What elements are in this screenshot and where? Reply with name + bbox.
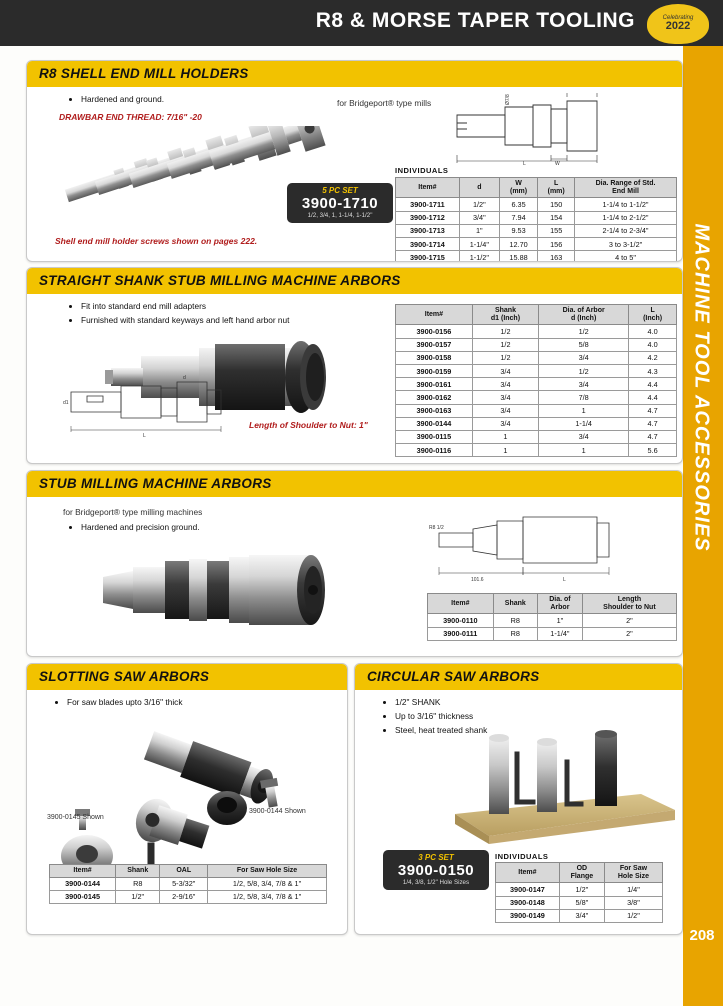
cell-l: 4.0 [629,325,677,338]
col-range: Dia. Range of Std. End Mill [575,178,677,198]
set-sizes: 1/2, 3/4, 1, 1-1/4, 1-1/2" [307,212,373,219]
table-header-row [396,305,677,325]
cell-shank: 3/4 [472,378,538,391]
cell-l: 5.6 [629,444,677,457]
table-shell-end-mill [395,177,677,262]
cell-item: 3900-0162 [396,391,473,404]
col-hole: For Saw Hole Size [208,865,327,878]
cell-item: 3900-0163 [396,404,473,417]
table-straight-shank [395,304,677,457]
cell-oal: 5-3/32" [160,877,208,890]
feature-list [69,521,341,535]
table-row [396,417,677,430]
col-l: L (Inch) [629,305,677,325]
cell-arbor: 1/2 [539,364,629,377]
table-row [396,251,677,262]
table-header-row [396,178,677,198]
cell-arbor: 1/2 [539,325,629,338]
cell-arbor: 3/4 [539,351,629,364]
section-title: SLOTTING SAW ARBORS [39,669,210,684]
cell-item: 3900-0149 [496,909,560,922]
list-item: • Up to 3/16" thickness [395,710,525,723]
table-row [428,627,677,640]
cell-arbor: 1-1/4" [537,627,582,640]
individuals-label-circular: INDIVIDUALS [495,852,549,861]
anniversary-badge [647,4,709,44]
cell-arbor: 3/4 [539,430,629,443]
col-item: Item# [396,305,473,325]
col-item: Item# [50,865,116,878]
slotting-saw-photo [39,706,339,881]
cell-d: 1" [459,224,499,237]
svg-text:L: L [563,577,566,583]
set-label: 5 PC SET [322,186,358,195]
table-row [496,883,663,896]
table-body [428,614,677,640]
table-body [50,877,327,903]
cell-range: 1-1/4 to 1-1/2" [575,198,677,211]
col-oal: OAL [160,865,208,878]
cell-l: 4.4 [629,391,677,404]
table-row [396,237,677,250]
col-shank: Shank d1 (Inch) [472,305,538,325]
caption-3900-0144: 3900-0144 Shown [249,808,306,815]
cell-range: 4 to 5" [575,251,677,262]
cell-item: 3900-0147 [496,883,560,896]
svg-text:L: L [523,161,526,165]
table-row [396,364,677,377]
cell-d: 1-1/2" [459,251,499,262]
page-title: R8 & MORSE TAPER TOOLING [315,9,635,32]
col-shank: Shank [493,594,537,614]
badge-year-label: 2022 [665,20,691,33]
shell-end-mill-linedrawing [447,93,647,165]
cell-item: 3900-0145 [50,890,116,903]
col-item: Item# [428,594,494,614]
cell-item: 3900-0159 [396,364,473,377]
cell-d: 1/2" [459,198,499,211]
table-row [396,430,677,443]
cell-shank: 1/2 [472,351,538,364]
cell-range: 1-1/4 to 2-1/2" [575,211,677,224]
table-row [50,877,327,890]
cell-l: 156 [538,237,575,250]
list-item: • For saw blades upto 3/16" thick [67,696,187,709]
cell-shank: 1/2" [116,890,160,903]
cell-shank: 3/4 [472,404,538,417]
col-shoulder: Length Shoulder to Nut [582,594,676,614]
stub-milling-photo [97,543,387,643]
svg-text:L: L [143,433,146,438]
cell-shank: 1 [472,444,538,457]
cell-hole: 1/2, 5/8, 3/4, 7/8 & 1" [208,877,327,890]
cell-shank: 1/2 [472,325,538,338]
cell-w: 7.94 [499,211,537,224]
table-body [496,883,663,923]
cell-item: 3900-0158 [396,351,473,364]
cell-arbor: 1 [539,404,629,417]
cell-item: 3900-0110 [428,614,494,627]
bridgeport-caption-text: for Bridgeport® type mills [337,98,432,108]
cell-hole: 1/2, 5/8, 3/4, 7/8 & 1" [208,890,327,903]
table-body [396,325,677,457]
shoulder-nut-note: Length of Shoulder to Nut: 1" [249,420,368,430]
cell-hole: 3/8" [604,896,662,909]
table-row [496,896,663,909]
svg-text:Ø7/8: Ø7/8 [505,94,511,105]
cell-l: 163 [538,251,575,262]
cell-item: 3900-1714 [396,237,460,250]
table-row [396,378,677,391]
set-badge-shell [287,183,393,223]
section-straight-shank-stub [26,267,683,464]
cell-l: 4.4 [629,378,677,391]
section-title: CIRCULAR SAW ARBORS [367,669,540,684]
cell-shank: R8 [493,614,537,627]
cell-item: 3900-0144 [396,417,473,430]
cell-arbor: 3/4 [539,378,629,391]
col-d: d [459,178,499,198]
cell-arbor: 7/8 [539,391,629,404]
table-row [428,614,677,627]
col-arbor-dia: Dia. of Arbor d (Inch) [539,305,629,325]
cell-shank: 1 [472,430,538,443]
cell-l: 4.7 [629,404,677,417]
cell-hole: 1/4" [604,883,662,896]
cell-l: 4.2 [629,351,677,364]
cell-shank: R8 [116,877,160,890]
table-row [396,404,677,417]
list-item: • Fit into standard end mill adapters [81,300,371,313]
cell-od: 3/4" [559,909,604,922]
rail-label: MACHINE TOOL ACCESSORIES [690,223,713,552]
feature-list [69,93,311,107]
cell-arbor: 1" [537,614,582,627]
cell-w: 6.35 [499,198,537,211]
cell-hole: 1/2" [604,909,662,922]
list-item: • Hardened and ground. [81,93,311,106]
table-row [396,224,677,237]
caption-3900-0145: 3900-0145 Shown [47,814,104,821]
cell-shank: 1/2 [472,338,538,351]
cell-w: 15.88 [499,251,537,262]
set-part-number: 3900-1710 [301,195,379,212]
cell-w: 12.70 [499,237,537,250]
col-w: W (mm) [499,178,537,198]
cell-shoulder: 2" [582,614,676,627]
cell-l: 150 [538,198,575,211]
cell-item: 3900-0157 [396,338,473,351]
svg-text:101.6: 101.6 [471,577,484,583]
list-item: • Hardened and precision ground. [81,521,341,534]
page-header [0,0,723,46]
straight-shank-linedrawing [57,368,277,438]
table-row [496,909,663,922]
cell-shank: 3/4 [472,391,538,404]
cell-arbor: 5/8 [539,338,629,351]
cell-l: 4.7 [629,417,677,430]
svg-text:d1: d1 [63,400,69,406]
cell-shank: R8 [493,627,537,640]
list-item: • Furnished with standard keyways and left hand arbor nut [81,314,371,327]
cell-item: 3900-0116 [396,444,473,457]
table-slotting-saw [49,864,327,904]
badge-top-label: Celebrating [662,15,694,22]
cell-item: 3900-0148 [496,896,560,909]
table-row [396,351,677,364]
cell-item: 3900-0111 [428,627,494,640]
section-stub-milling [26,470,683,657]
cell-l: 4.7 [629,430,677,443]
col-hole: For Saw Hole Size [604,863,662,883]
table-row [396,338,677,351]
set-label: 3 PC SET [418,853,454,862]
table-header-row [428,594,677,614]
bridgeport-caption-text: for Bridgeport® type milling machines [63,507,203,517]
cell-l: 4.0 [629,338,677,351]
col-od-flange: OD Flange [559,863,604,883]
table-row [396,391,677,404]
table-row [50,890,327,903]
cell-l: 4.3 [629,364,677,377]
table-row [396,325,677,338]
cell-w: 9.53 [499,224,537,237]
section-shell-end-mill [26,60,683,262]
cell-item: 3900-0115 [396,430,473,443]
list-item: • 1/2" SHANK [395,696,525,709]
cell-shoulder: 2" [582,627,676,640]
cell-od: 1/2" [559,883,604,896]
set-badge-circular [383,850,489,890]
screws-footnote: Shell end mill holder screws shown on pages 222. [55,236,258,246]
cell-range: 2-1/4 to 2-3/4" [575,224,677,237]
cell-d: 1-1/4" [459,237,499,250]
page-number: 208 [689,927,715,944]
section-title: R8 SHELL END MILL HOLDERS [39,66,249,81]
col-arbor-dia: Dia. of Arbor [537,594,582,614]
table-circular-saw [495,862,663,923]
cell-item: 3900-1711 [396,198,460,211]
individuals-label-shell: INDIVIDUALS [395,166,449,175]
table-row [396,198,677,211]
list-item: • Steel, heat treated shank [395,724,525,737]
table-row [396,444,677,457]
svg-text:d: d [183,375,186,381]
section-title: STUB MILLING MACHINE ARBORS [39,476,272,491]
cell-item: 3900-1712 [396,211,460,224]
cell-item: 3900-1715 [396,251,460,262]
col-shank: Shank [116,865,160,878]
table-row [396,211,677,224]
cell-item: 3900-0144 [50,877,116,890]
section-slotting-saw [26,663,348,935]
cell-arbor: 1-1/4 [539,417,629,430]
cell-item: 3900-1713 [396,224,460,237]
bridgeport-caption [337,98,431,108]
cell-item: 3900-0161 [396,378,473,391]
col-l: L (mm) [538,178,575,198]
svg-text:R8 1/2: R8 1/2 [429,525,444,531]
col-item: Item# [396,178,460,198]
cell-l: 154 [538,211,575,224]
circular-saw-photo [445,702,683,852]
set-sizes: 1/4, 3/8, 1/2" Hole Sizes [402,879,470,886]
cell-shank: 3/4 [472,417,538,430]
drawbar-thread-note: DRAWBAR END THREAD: 7/16" -20 [59,112,202,122]
cell-arbor: 1 [539,444,629,457]
cell-oal: 2-9/16" [160,890,208,903]
cell-item: 3900-0156 [396,325,473,338]
set-part-number: 3900-0150 [397,862,475,879]
cell-d: 3/4" [459,211,499,224]
col-item: Item# [496,863,560,883]
feature-list [69,300,371,328]
table-body [396,198,677,262]
cell-range: 3 to 3-1/2" [575,237,677,250]
section-title: STRAIGHT SHANK STUB MILLING MACHINE ARBORS [39,273,401,288]
table-header-row [50,865,327,878]
cell-od: 5/8" [559,896,604,909]
cell-shank: 3/4 [472,364,538,377]
bridgeport-caption [63,507,202,517]
table-stub-milling [427,593,677,641]
side-rail [683,46,723,1006]
cell-l: 155 [538,224,575,237]
table-header-row [496,863,663,883]
svg-text:W: W [555,161,560,165]
section-circular-saw [354,663,683,935]
stub-milling-linedrawing [427,503,657,583]
